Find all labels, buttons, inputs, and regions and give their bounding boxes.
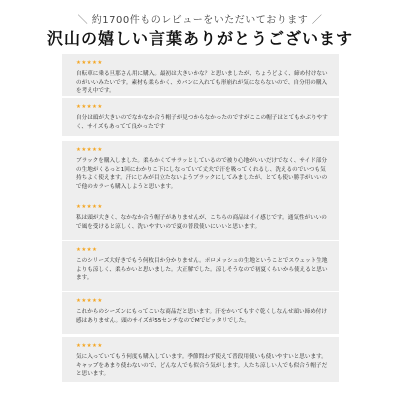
star-rating-icon: ★★★★★ (76, 204, 103, 210)
subtitle-text: 約1700件ものレビューをいただいております (91, 15, 309, 26)
star-rating-icon: ★★★★★ (76, 298, 103, 304)
review-card (62, 198, 339, 240)
review-card (62, 337, 339, 382)
slash-right: ／ (311, 15, 323, 26)
review-card (62, 141, 339, 199)
review-card (62, 292, 339, 334)
star-rating-icon: ★★★★★ (76, 343, 103, 349)
star-rating-icon: ★★★★ (76, 247, 98, 253)
slash-left: ＼ (77, 15, 89, 26)
review-text: 気に入っていてもう何度も購入しています。季節問わず使えて普段用使いも使いやすいと思います。キャップをあまり使わないので、どんな人でも似合う気がします。人たち涼しい人でも似合う帽子だと思います。 (76, 354, 328, 378)
review-text: ブラックを購入しました。柔らかくてサラッとしているので被り心地がいいだけでなく、サイド部分の生地がくるっと1回にわかりこ下にしなっていて丈夫で汗を吸ってくれるし、洗えるのでいつも気持ちよく使えます。汗にじみが目立たないようブラックにしてみましたが、とても使い勝手がいいので他のカラーも購入しようと思います。 (76, 158, 328, 191)
page-title: 沢山の嬉しい言葉ありがとうございます (46, 29, 353, 48)
star-rating-icon: ★★★★★ (76, 60, 103, 66)
review-card (62, 54, 339, 96)
review-text: このシリーズ大好きでもう何枚目か分かりません。ポロメッシュの生地ということでスウェット生地よりも涼しく、柔らかいと思いました。大正解でした。涼しそうなので初夏くらいから使えると思います。 (76, 258, 328, 282)
review-text: 自転車に乗る旦那さん用に購入。最初は大きいかな？と思いましたが、ちょうどよく、締め付けないのがいいみたいです。素材も柔らかく、カバンに入れても形崩れが気にならないので、自分用の購入を考え中です。 (76, 71, 328, 95)
star-rating-icon: ★★★★★ (76, 104, 103, 110)
review-card (62, 98, 339, 136)
review-card (62, 241, 339, 291)
review-count-subtitle (0, 11, 400, 26)
review-text: 私は頭が大きく、なかなか合う帽子がありませんが、こちらの商品はイイ感じです。通気性がいいので風を受けると涼しく、洗いやすいので夏の普段使いにいいと思います。 (76, 215, 327, 230)
star-rating-icon: ★★★★★ (76, 147, 103, 153)
review-text: 自分は頭が大きいのでなかなか合う帽子が見つからなかったのですがここの帽子はとてもかぶりやすく、サイズもあってて良かったです (76, 115, 328, 130)
review-text: これからのシーズンにもってこいな商品だと思います。汗をかいてもすぐ乾くしなんせ頭い締め付け感はありません。頭のサイズが55センチなのでMでピッタリでした。 (76, 309, 327, 324)
